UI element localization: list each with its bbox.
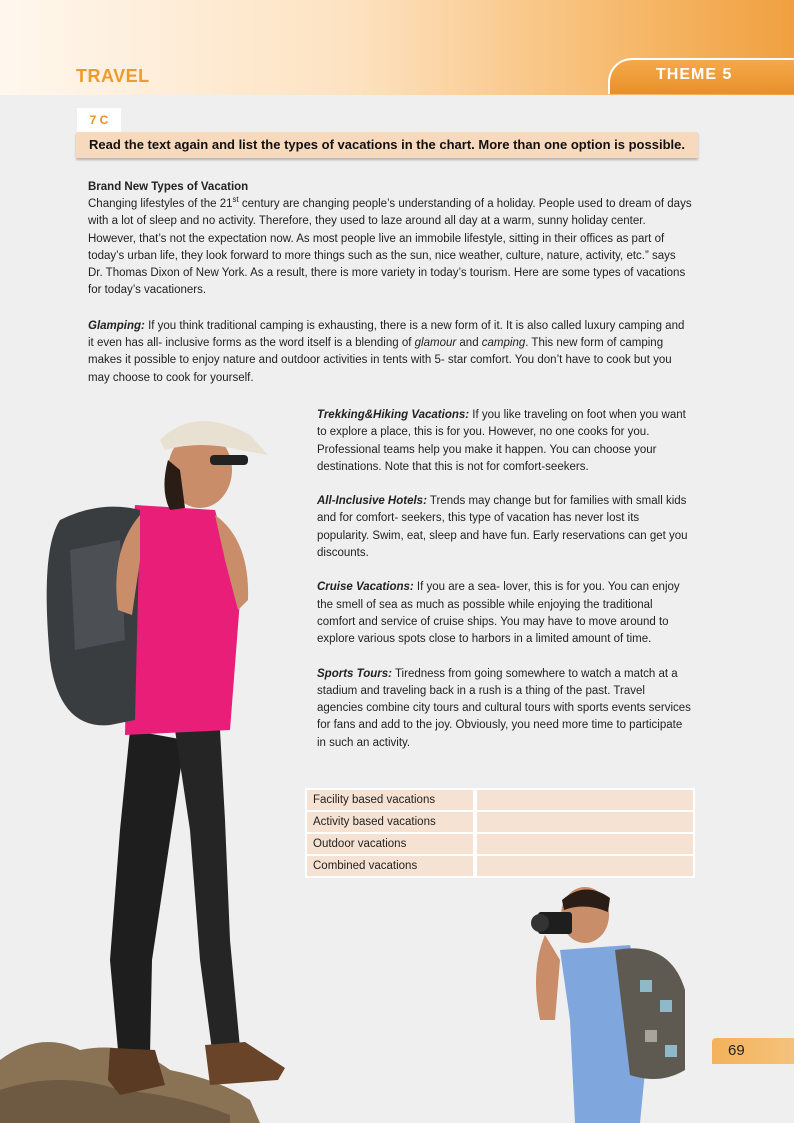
vacation-types-chart: [305, 788, 695, 878]
section-title: TRAVEL: [76, 66, 150, 86]
theme-label: THEME 5: [656, 66, 733, 83]
chart-category: Outdoor vacations: [307, 834, 473, 854]
chart-answer-cell[interactable]: [477, 790, 693, 810]
task-label: 7 C: [77, 108, 121, 132]
task-instruction: Read the text again and list the types of vacations in the chart. More than one option is possible.: [76, 132, 698, 158]
article-title: Brand New Types of Vacation: [88, 181, 249, 193]
page-number-tab: [712, 1038, 794, 1064]
chart-answer-cell[interactable]: [477, 812, 693, 832]
trekking-paragraph: Trekking&Hiking Vacations: If you like traveling on foot when you want to explore a place, this is for you. However, no one cooks for you. Professional teams help you make it happen. You can choose your destinations. Note that this is not for comfort-seekers.: [317, 409, 686, 473]
chart-row: [307, 812, 693, 832]
chart-answer-cell[interactable]: [477, 834, 693, 854]
glamping-paragraph: Glamping: If you think traditional camping is exhausting, there is a new form of it. It is also called luxury camping and it even has all- inclusive forms as the word itself is a blending of glamour and camping. This new form of camping makes it possible to enjoy nature and outdoor activities in tents with 5- star comfort. You don’t have to cook but you may choose to cook for yourself.: [88, 320, 685, 384]
theme-tab: [608, 58, 794, 94]
chart-category: Combined vacations: [307, 856, 473, 876]
chart-category: Activity based vacations: [307, 812, 473, 832]
chart-row: [307, 790, 693, 810]
intro-paragraph: Brand New Types of Vacation Changing lifestyles of the 21st century are changing people’s understanding of a holiday. People used to dream of days with a lot of sleep and no activity. Therefore, they used to laze around all day at a warm, sunny holiday center. However, that’s not the expectation now. As most people live an immobile lifestyle, sitting in their offices as part of today’s urban life, they look forward to more things such as the sun, nice weather, culture, nature, activity, etc.” says Dr. Thomas Dixon of New York. As a result, there is more variety in today’s tourism. Here are some types of vacations for today’s vacationers.: [88, 181, 692, 297]
chart-category: Facility based vacations: [307, 790, 473, 810]
photographer-illustration: [520, 880, 700, 1123]
hiker-illustration: [0, 400, 300, 1123]
chart-row: [307, 856, 693, 876]
allinclusive-paragraph: All-Inclusive Hotels: Trends may change but for families with small kids and for comfort- seekers, this type of vacation has never lost its popularity. Swim, eat, sleep and have fun. Early reservations can get you discounts.: [317, 495, 688, 560]
sports-paragraph: Sports Tours: Tiredness from going somewhere to watch a match at a stadium and traveling back in a rush is a thing of the past. Travel agencies combine city tours and cultural tours with sports events services for fans and add to the joy. Obviously, you need more time to participate in such an activity.: [317, 667, 691, 749]
chart-row: [307, 834, 693, 854]
chart-answer-cell[interactable]: [477, 856, 693, 876]
cruise-paragraph: Cruise Vacations: If you are a sea- lover, this is for you. You can enjoy the smell of sea as much as possible while enjoying the traditional comfort and service of cruise ships. You may have to move around to explore various spots close to harbors in a limited amount of time.: [317, 581, 680, 646]
page-number: 69: [728, 1042, 745, 1059]
vacation-types-column: [317, 407, 693, 769]
glamping-term: Glamping:: [88, 320, 145, 332]
